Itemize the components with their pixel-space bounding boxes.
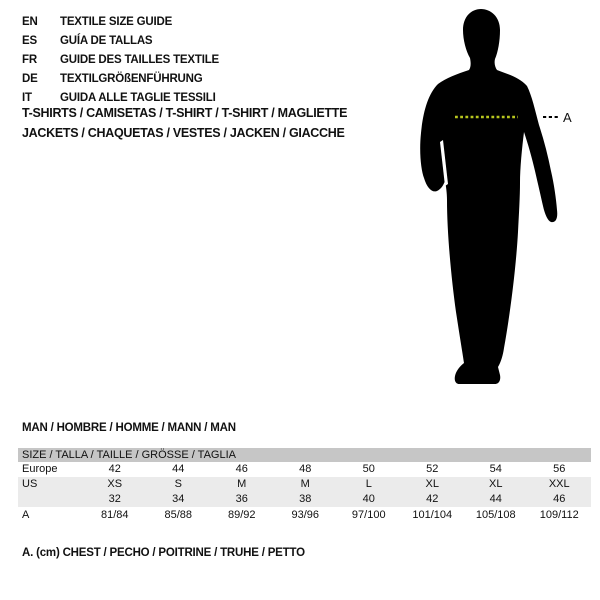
size-cell: 42 bbox=[108, 463, 121, 475]
size-cell: 40 bbox=[362, 493, 375, 505]
table-row-numeric bbox=[18, 492, 591, 507]
language-row-en bbox=[22, 12, 219, 31]
size-cell: XS bbox=[107, 478, 123, 490]
size-cell: 56 bbox=[553, 463, 566, 475]
table-row-us bbox=[18, 477, 591, 492]
measurement-footnote: A. (cm) CHEST / PECHO / POITRINE / TRUHE / PETTO bbox=[22, 547, 305, 559]
language-code: ES bbox=[22, 34, 37, 47]
language-row-es bbox=[22, 31, 219, 50]
size-cell: 50 bbox=[362, 463, 375, 475]
size-cell: XL bbox=[489, 478, 503, 490]
section-title-man: MAN / HOMBRE / HOMME / MANN / MAN bbox=[22, 422, 236, 434]
language-label: GUIDA ALLE TAGLIE TESSILI bbox=[60, 91, 216, 104]
garment-categories bbox=[22, 103, 347, 143]
row-label bbox=[18, 492, 83, 507]
language-code: DE bbox=[22, 72, 38, 85]
language-row-fr bbox=[22, 50, 219, 69]
size-cell: 85/88 bbox=[164, 509, 193, 521]
size-cell: 46 bbox=[553, 493, 566, 505]
measure-label-a: A bbox=[563, 110, 572, 125]
size-cell: 46 bbox=[235, 463, 248, 475]
size-cell: 81/84 bbox=[100, 509, 129, 521]
row-label: US bbox=[22, 478, 38, 490]
language-label: TEXTILGRÖßENFÜHRUNG bbox=[60, 72, 203, 85]
size-cell: L bbox=[365, 478, 372, 490]
size-cell: 38 bbox=[299, 493, 312, 505]
size-cell: 42 bbox=[426, 493, 439, 505]
size-cell: 52 bbox=[426, 463, 439, 475]
table-row-chest-a bbox=[18, 507, 591, 524]
size-cell: 93/96 bbox=[291, 509, 320, 521]
size-cell: 101/104 bbox=[412, 509, 453, 521]
size-cell: M bbox=[300, 478, 310, 490]
man-silhouette bbox=[420, 9, 557, 384]
size-table-header: SIZE / TALLA / TAILLE / GRÖSSE / TAGLIA bbox=[18, 448, 591, 462]
row-label: A bbox=[22, 509, 30, 521]
language-list bbox=[22, 12, 219, 107]
size-cell: 97/100 bbox=[351, 509, 386, 521]
garment-line-jackets: JACKETS / CHAQUETAS / VESTES / JACKEN / GIACCHE bbox=[22, 126, 345, 140]
size-cell: 44 bbox=[172, 463, 185, 475]
language-label: TEXTILE SIZE GUIDE bbox=[60, 15, 173, 28]
size-cell: 34 bbox=[172, 493, 185, 505]
size-cell: XL bbox=[425, 478, 439, 490]
table-row-europe bbox=[18, 462, 591, 477]
language-row-de bbox=[22, 69, 219, 88]
language-label: GUIDE DES TAILLES TEXTILE bbox=[60, 53, 219, 66]
size-cell: 89/92 bbox=[227, 509, 256, 521]
size-cell: M bbox=[237, 478, 247, 490]
language-code: FR bbox=[22, 53, 37, 66]
size-cell: 54 bbox=[489, 463, 502, 475]
size-cell: XXL bbox=[548, 478, 570, 490]
size-cell: 44 bbox=[489, 493, 502, 505]
garment-line-tshirts: T-SHIRTS / CAMISETAS / T-SHIRT / T-SHIRT / MAGLIETTE bbox=[22, 106, 348, 120]
size-cell: 109/112 bbox=[539, 509, 579, 521]
size-cell: 105/108 bbox=[475, 509, 516, 521]
size-cell: 32 bbox=[108, 493, 121, 505]
size-cell: 48 bbox=[299, 463, 312, 475]
language-code: EN bbox=[22, 15, 38, 28]
man-silhouette-figure bbox=[410, 0, 600, 400]
language-label: GUÍA DE TALLAS bbox=[60, 34, 153, 47]
language-code: IT bbox=[22, 91, 32, 104]
row-label: Europe bbox=[22, 463, 58, 475]
size-cell: S bbox=[174, 478, 182, 490]
size-table bbox=[18, 448, 591, 524]
size-cell: 36 bbox=[235, 493, 248, 505]
